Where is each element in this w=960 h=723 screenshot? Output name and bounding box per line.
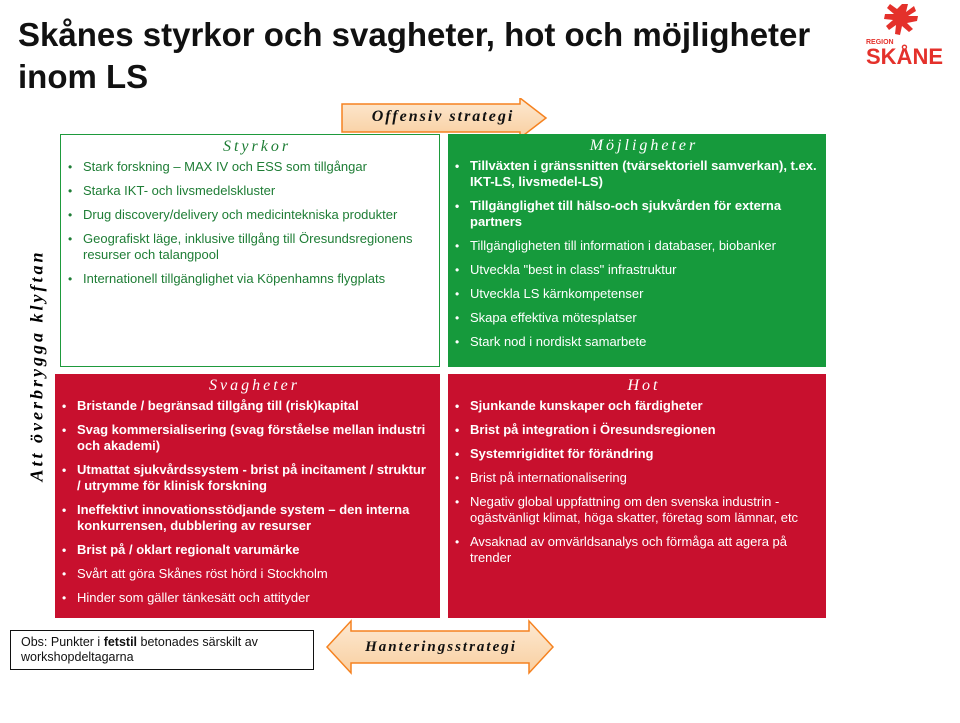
list-item: • Utveckla LS kärnkompetenser <box>470 286 818 302</box>
list-item: • Negativ global uppfattning om den svenska industrin - ogästvänligt klimat, höga skatter, företag som lämnar, etc <box>470 494 818 526</box>
page-title: Skånes styrkor och svagheter, hot och möjligheter inom LS <box>18 16 811 95</box>
list-item: • Svårt att göra Skånes röst hörd i Stockholm <box>77 566 432 582</box>
list-item: • Hinder som gäller tänkesätt och attityder <box>77 590 432 606</box>
list-item: • Skapa effektiva mötesplatser <box>470 310 818 326</box>
griffin-emblem-icon <box>884 4 918 35</box>
region-skane-logo <box>860 0 952 72</box>
list-item: • Sjunkande kunskaper och färdigheter <box>470 398 818 414</box>
weaknesses-quadrant <box>55 374 440 618</box>
list-item: • Starka IKT- och livsmedelskluster <box>83 183 431 199</box>
list-item: • Ineffektivt innovationsstödjande system – den interna konkurrensen, dubblering av resurser <box>77 502 432 534</box>
logo-text: SKÅNE <box>866 44 944 69</box>
list-item: • Stark forskning – MAX IV och ESS som tillgångar <box>83 159 431 175</box>
side-label: Att överbrygga klyftan <box>26 249 47 481</box>
handling-strategy-label: Hanteringsstrategi <box>365 639 517 655</box>
list-item: • Tillgängligheten till information i databaser, biobanker <box>470 238 818 254</box>
strengths-heading: Styrkor <box>222 138 292 155</box>
list-item: • Internationell tillgänglighet via Köpenhamns flygplats <box>83 271 431 287</box>
list-item: • Svag kommersialisering (svag förståelse mellan industri och akademi) <box>77 422 432 454</box>
weaknesses-heading: Svagheter <box>209 377 300 394</box>
footnote-suffix: betonades särskilt av workshopdeltagarna <box>21 635 258 664</box>
footnote-bold-word: fetstil <box>103 635 138 649</box>
list-item: • Brist på integration i Öresundsregionen <box>470 422 818 438</box>
list-item: • Bristande / begränsad tillgång till (risk)kapital <box>77 398 432 414</box>
list-item: • Geografiskt läge, inklusive tillgång till Öresundsregionens resurser och talangpool <box>83 231 431 263</box>
list-item: • Utmattat sjukvårdssystem - brist på incitament / struktur / utrymme för klinisk forskning <box>77 462 432 494</box>
opportunities-heading: Möjligheter <box>589 137 699 154</box>
offensive-strategy-label: Offensiv strategi <box>371 108 515 125</box>
strengths-quadrant <box>60 134 440 367</box>
list-item: • Drug discovery/delivery och medicintekniska produkter <box>83 207 431 223</box>
list-item: • Tillväxten i gränssnitten (tvärsektoriell samverkan), t.ex. IKT-LS, livsmedel-LS) <box>470 158 818 190</box>
list-item: • Avsaknad av omvärldsanalys och förmåga att agera på trender <box>470 534 818 566</box>
list-item: • Brist på / oklart regionalt varumärke <box>77 542 432 558</box>
threats-list <box>470 398 818 566</box>
list-item: • Utveckla "best in class" infrastruktur <box>470 262 818 278</box>
list-item: • Stark nod i nordiskt samarbete <box>470 334 818 350</box>
opportunities-quadrant <box>448 134 826 367</box>
threats-quadrant <box>448 374 826 618</box>
logo-small-text: REGION <box>866 39 894 46</box>
list-item: • Tillgänglighet till hälso-och sjukvården för externa partners <box>470 198 818 230</box>
footnote <box>10 630 314 670</box>
footnote-prefix: Obs: Punkter i <box>21 635 104 649</box>
strengths-list <box>83 159 431 287</box>
list-item: • Systemrigiditet för förändring <box>470 446 818 462</box>
list-item: • Brist på internationalisering <box>470 470 818 486</box>
opportunities-list <box>470 158 818 350</box>
weaknesses-list <box>77 398 432 606</box>
threats-heading: Hot <box>627 377 661 394</box>
